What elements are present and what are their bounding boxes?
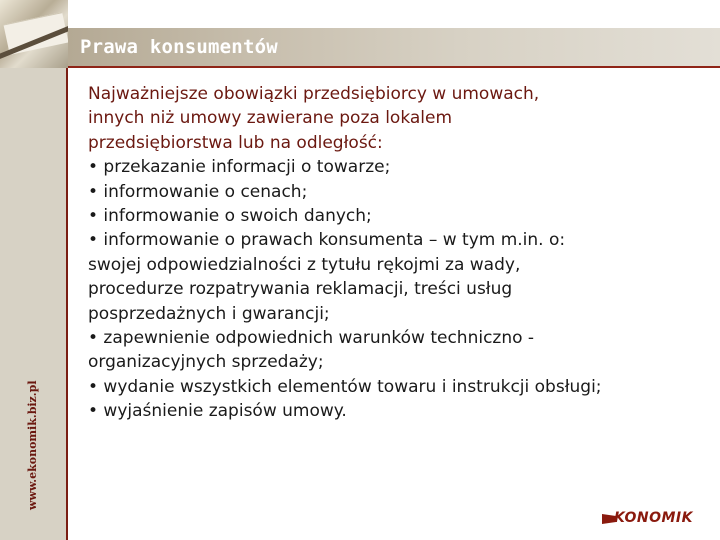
- ekonomik-logo: [596, 504, 706, 534]
- list-item: procedurze rozpatrywania reklamacji, treści usług: [88, 279, 513, 300]
- list-item: • wydanie wszystkich elementów towaru i instrukcji obsługi;: [88, 376, 602, 397]
- sidebar-url: www.ekonomik.biz.pl: [26, 380, 39, 510]
- list-item: • przekazanie informacji o towarze;: [88, 157, 391, 178]
- list-item: organizacyjnych sprzedaży;: [88, 352, 324, 373]
- list-item: • informowanie o cenach;: [88, 181, 308, 202]
- corner-photo: [0, 0, 68, 68]
- lead-line: innych niż umowy zawierane poza lokalem: [88, 108, 453, 129]
- list-item: • informowanie o swoich danych;: [88, 206, 372, 227]
- header-rule: [68, 66, 720, 68]
- list-item: posprzedażnych i gwarancji;: [88, 303, 330, 324]
- list-item: swojej odpowiedzialności z tytułu rękojmi za wady,: [88, 254, 521, 275]
- lead-line: przedsiębiorstwa lub na odległość:: [88, 132, 383, 153]
- lead-line: Najważniejsze obowiązki przedsiębiorcy w umowach,: [88, 84, 540, 104]
- sidebar-edge-rule: [66, 68, 68, 540]
- content-body: [88, 82, 708, 424]
- list-item: • informowanie o prawach konsumenta – w tym m.in. o:: [88, 230, 566, 251]
- logo-word: KONOMIK: [614, 510, 693, 526]
- page-title: Prawa konsumentów: [80, 36, 278, 58]
- list-item: • zapewnienie odpowiednich warunków techniczno -: [88, 328, 535, 349]
- list-item: • wyjaśnienie zapisów umowy.: [88, 401, 347, 422]
